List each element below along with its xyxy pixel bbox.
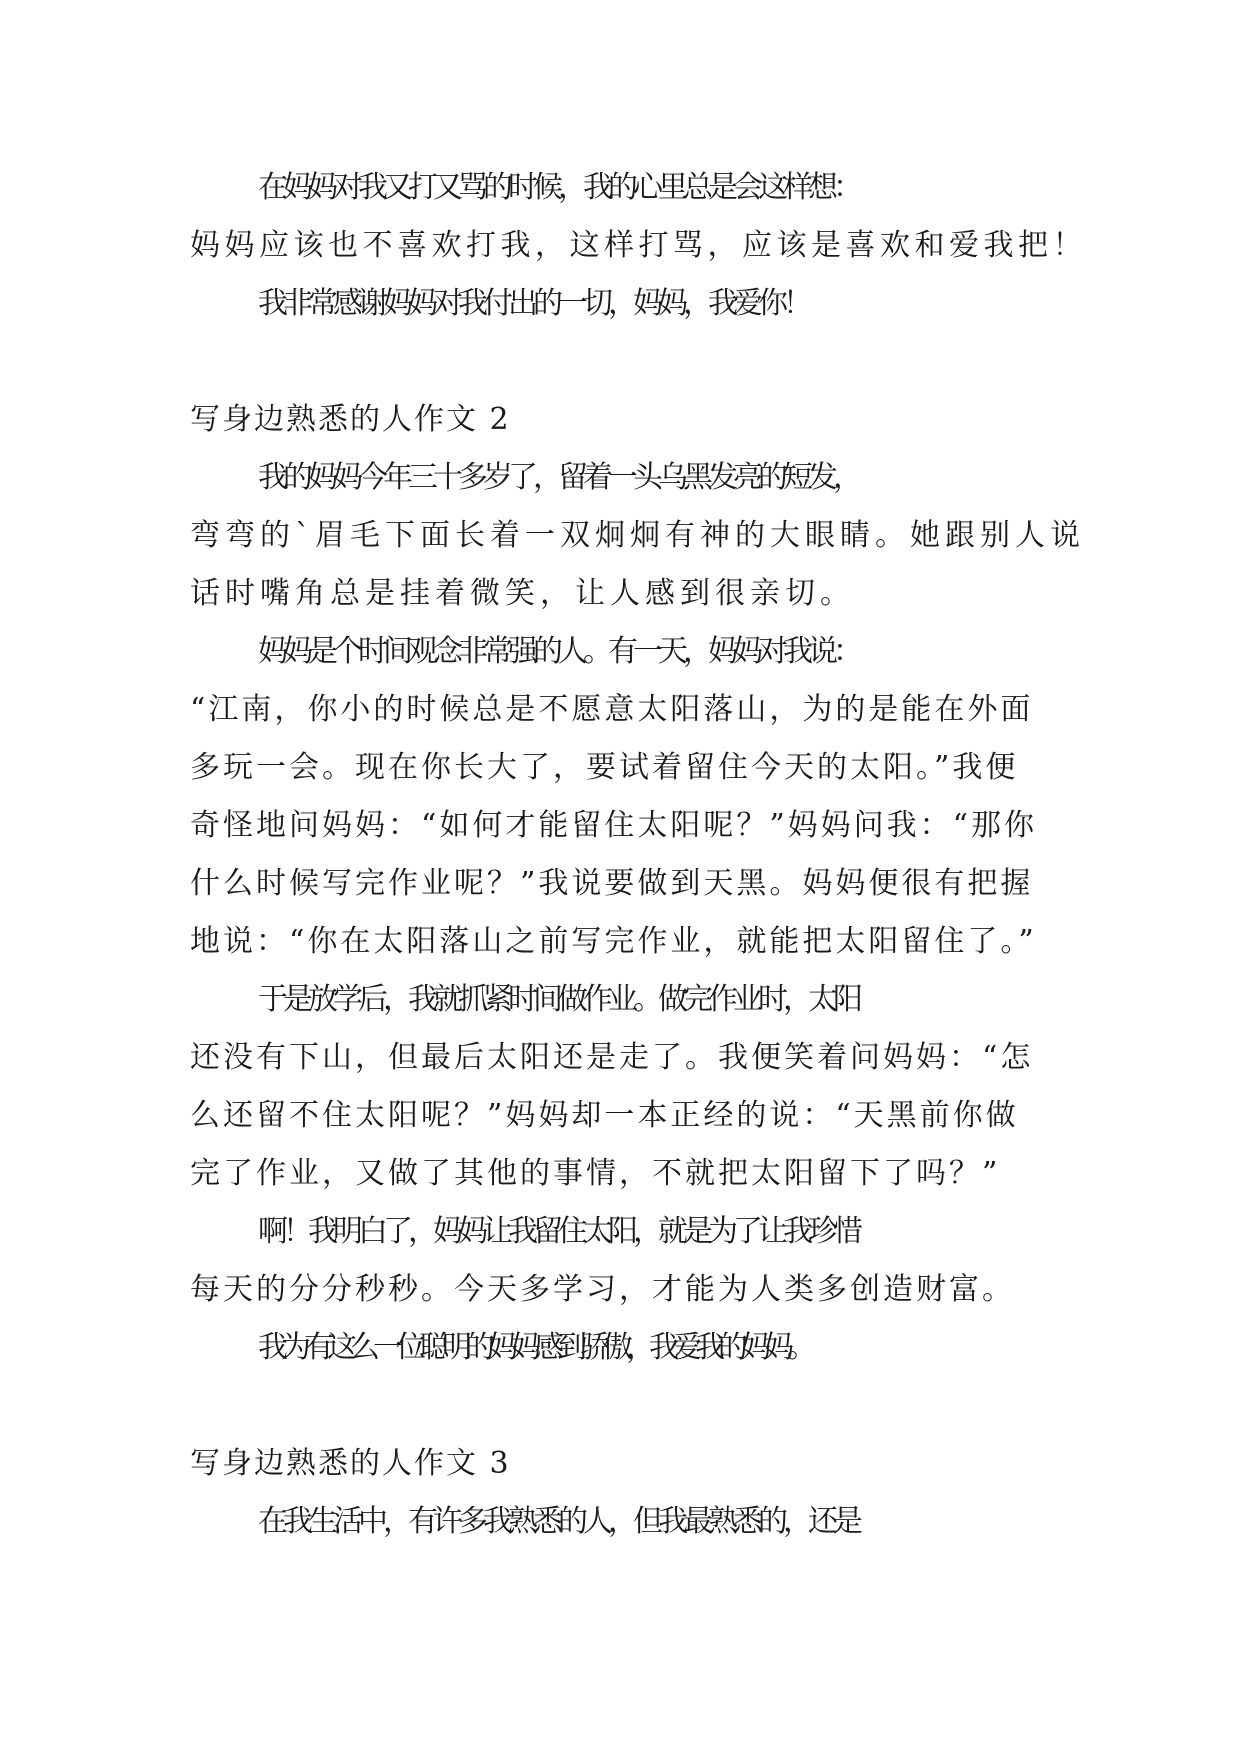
paragraph-line: 在我生活中，有许多我熟悉的人，但我最熟悉的，还是 [258,1504,858,1539]
paragraph-line: 我为有这么一位聪明的妈妈感到骄傲，我爱我的妈妈。 [258,1330,810,1365]
paragraph-line: “江南，你小的时候总是不愿意太阳落山，为的是能在外面 [190,692,1034,727]
paragraph-line: 在妈妈对我又打又骂的时候，我的心里总是会这样想： [258,170,858,205]
paragraph-line: 奇怪地问妈妈：“如何才能留住太阳呢？”妈妈问我：“那你 [190,808,1038,843]
paragraph-line: 完了作业，又做了其他的事情，不就把太阳留下了吗？” [190,1156,1001,1191]
paragraph-line: 妈妈是个时间观念非常强的人。有一天，妈妈对我说： [258,634,858,669]
paragraph-line: 每天的分分秒秒。今天多学习，才能为人类多创造财富。 [190,1272,1015,1307]
paragraph-line: 还没有下山，但最后太阳还是走了。我便笑着问妈妈：“怎 [190,1040,1034,1075]
paragraph-line: 么还留不住太阳呢？”妈妈却一本正经的说：“天黑前你做 [190,1098,1019,1133]
paragraph-line: 弯弯的`眉毛下面长着一双炯炯有神的大眼睛。她跟别人说 [190,518,1085,553]
section-heading: 写身边熟悉的人作文 3 [190,1446,511,1481]
paragraph-line: 妈妈应该也不喜欢打我，这样打骂，应该是喜欢和爱我把！ [190,228,1087,263]
paragraph-line: 啊！我明白了，妈妈让我留住太阳，就是为了让我珍惜 [258,1214,858,1249]
paragraph-line: 我非常感谢妈妈对我付出的一切，妈妈，我爱你！ [258,286,808,321]
paragraph-line: 于是放学后，我就抓紧时间做作业。做完作业时，太阳 [258,982,858,1017]
paragraph-line: 什么时候写完作业呢？”我说要做到天黑。妈妈便很有把握 [190,866,1034,901]
paragraph-line: 我的妈妈今年三十多岁了，留着一头乌黑发亮的短发， [258,460,858,495]
section-heading: 写身边熟悉的人作文 2 [190,402,511,437]
paragraph-line: 话时嘴角总是挂着微笑，让人感到很亲切。 [190,576,855,611]
paragraph-line: 地说：“你在太阳落山之前写完作业，就能把太阳留住了。” [190,924,1037,959]
paragraph-line: 多玩一会。现在你长大了，要试着留住今天的太阳。”我便 [190,750,1019,785]
